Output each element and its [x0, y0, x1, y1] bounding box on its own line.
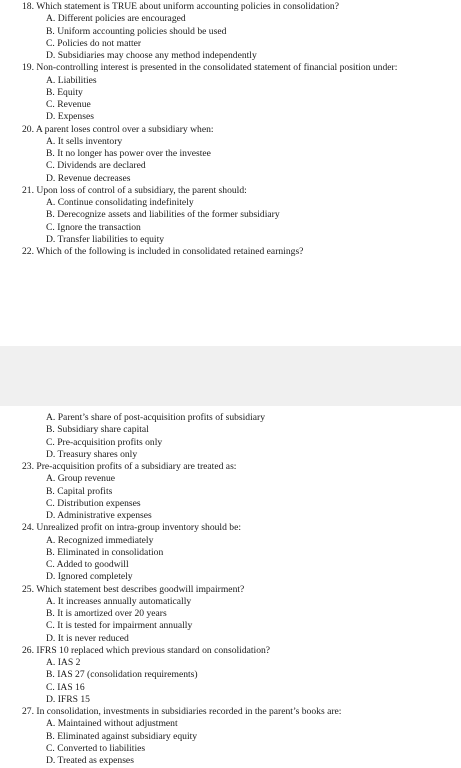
- option-24-d: D. Ignored completely: [46, 571, 133, 583]
- option-24-c: C. Added to goodwill: [46, 559, 129, 570]
- option-27-d: D. Treated as expenses: [46, 755, 134, 766]
- question-24: 24. Unrealized profit on intra-group inventory should be:: [22, 522, 242, 534]
- option-26-c: C. IAS 16: [46, 681, 85, 693]
- option-21-c: C. Ignore the transaction: [46, 221, 141, 233]
- option-27-a: A. Maintained without adjustment: [46, 718, 178, 730]
- option-18-d: D. Subsidiaries may choose any method independently: [46, 50, 257, 61]
- document-page-2: [0, 406, 461, 768]
- option-26-a: A. IAS 2: [46, 657, 81, 668]
- option-26-b: B. IAS 27 (consolidation requirements): [46, 669, 198, 681]
- page-break-gap: [0, 346, 461, 406]
- option-19-d: D. Expenses: [46, 111, 94, 123]
- question-19: 19. Non-controlling interest is presented in the consolidated statement of financial position under:: [22, 62, 398, 74]
- option-18-c: C. Policies do not matter: [46, 37, 142, 49]
- option-20-c: C. Dividends are declared: [46, 160, 146, 172]
- option-18-a: A. Different policies are encouraged: [46, 13, 186, 25]
- option-27-b: B. Eliminated against subsidiary equity: [46, 730, 198, 742]
- option-22-b: B. Subsidiary share capital: [46, 424, 149, 436]
- question-18: 18. Which statement is TRUE about uniform accounting policies in consolidation?: [22, 1, 339, 12]
- option-19-a: A. Liabilities: [46, 74, 97, 86]
- option-26-d: D. IFRS 15: [46, 693, 90, 705]
- option-21-a: A. Continue consolidating indefinitely: [46, 197, 194, 208]
- option-25-d: D. It is never reduced: [46, 632, 129, 644]
- option-24-a: A. Recognized immediately: [46, 534, 154, 546]
- question-27: 27. In consolidation, investments in subsidiaries recorded in the parent’s books are:: [22, 706, 342, 717]
- question-23: 23. Pre-acquisition profits of a subsidiary are treated as:: [22, 461, 237, 472]
- option-21-d: D. Transfer liabilities to equity: [46, 233, 165, 245]
- option-24-b: B. Eliminated in consolidation: [46, 546, 164, 558]
- option-22-a: A. Parent’s share of post-acquisition profits of subsidiary: [46, 412, 266, 423]
- question-22: 22. Which of the following is included in consolidated retained earnings?: [22, 246, 304, 257]
- option-20-b: B. It no longer has power over the investee: [46, 148, 211, 159]
- option-23-b: B. Capital profits: [46, 485, 113, 497]
- option-22-d: D. Treasury shares only: [46, 448, 138, 460]
- option-20-a: A. It sells inventory: [46, 135, 123, 147]
- document-page-1: [0, 0, 461, 346]
- option-27-c: C. Converted to liabilities: [46, 742, 146, 754]
- option-23-a: A. Group revenue: [46, 473, 115, 485]
- option-23-d: D. Administrative expenses: [46, 510, 152, 521]
- question-25: 25. Which statement best describes goodwill impairment?: [22, 583, 245, 595]
- option-21-b: B. Derecognize assets and liabilities of the former subsidiary: [46, 209, 280, 221]
- question-20: 20. A parent loses control over a subsidiary when:: [22, 123, 214, 135]
- option-23-c: C. Distribution expenses: [46, 497, 141, 509]
- option-19-b: B. Equity: [46, 86, 83, 98]
- option-19-c: C. Revenue: [46, 99, 91, 110]
- option-25-b: B. It is amortized over 20 years: [46, 608, 167, 619]
- option-25-a: A. It increases annually automatically: [46, 595, 192, 607]
- question-21: 21. Upon loss of control of a subsidiary, the parent should:: [22, 184, 247, 196]
- option-20-d: D. Revenue decreases: [46, 172, 131, 184]
- option-22-c: C. Pre-acquisition profits only: [46, 436, 163, 448]
- option-25-c: C. It is tested for impairment annually: [46, 620, 193, 632]
- option-18-b: B. Uniform accounting policies should be used: [46, 25, 227, 37]
- question-26: 26. IFRS 10 replaced which previous standard on consolidation?: [22, 644, 271, 656]
